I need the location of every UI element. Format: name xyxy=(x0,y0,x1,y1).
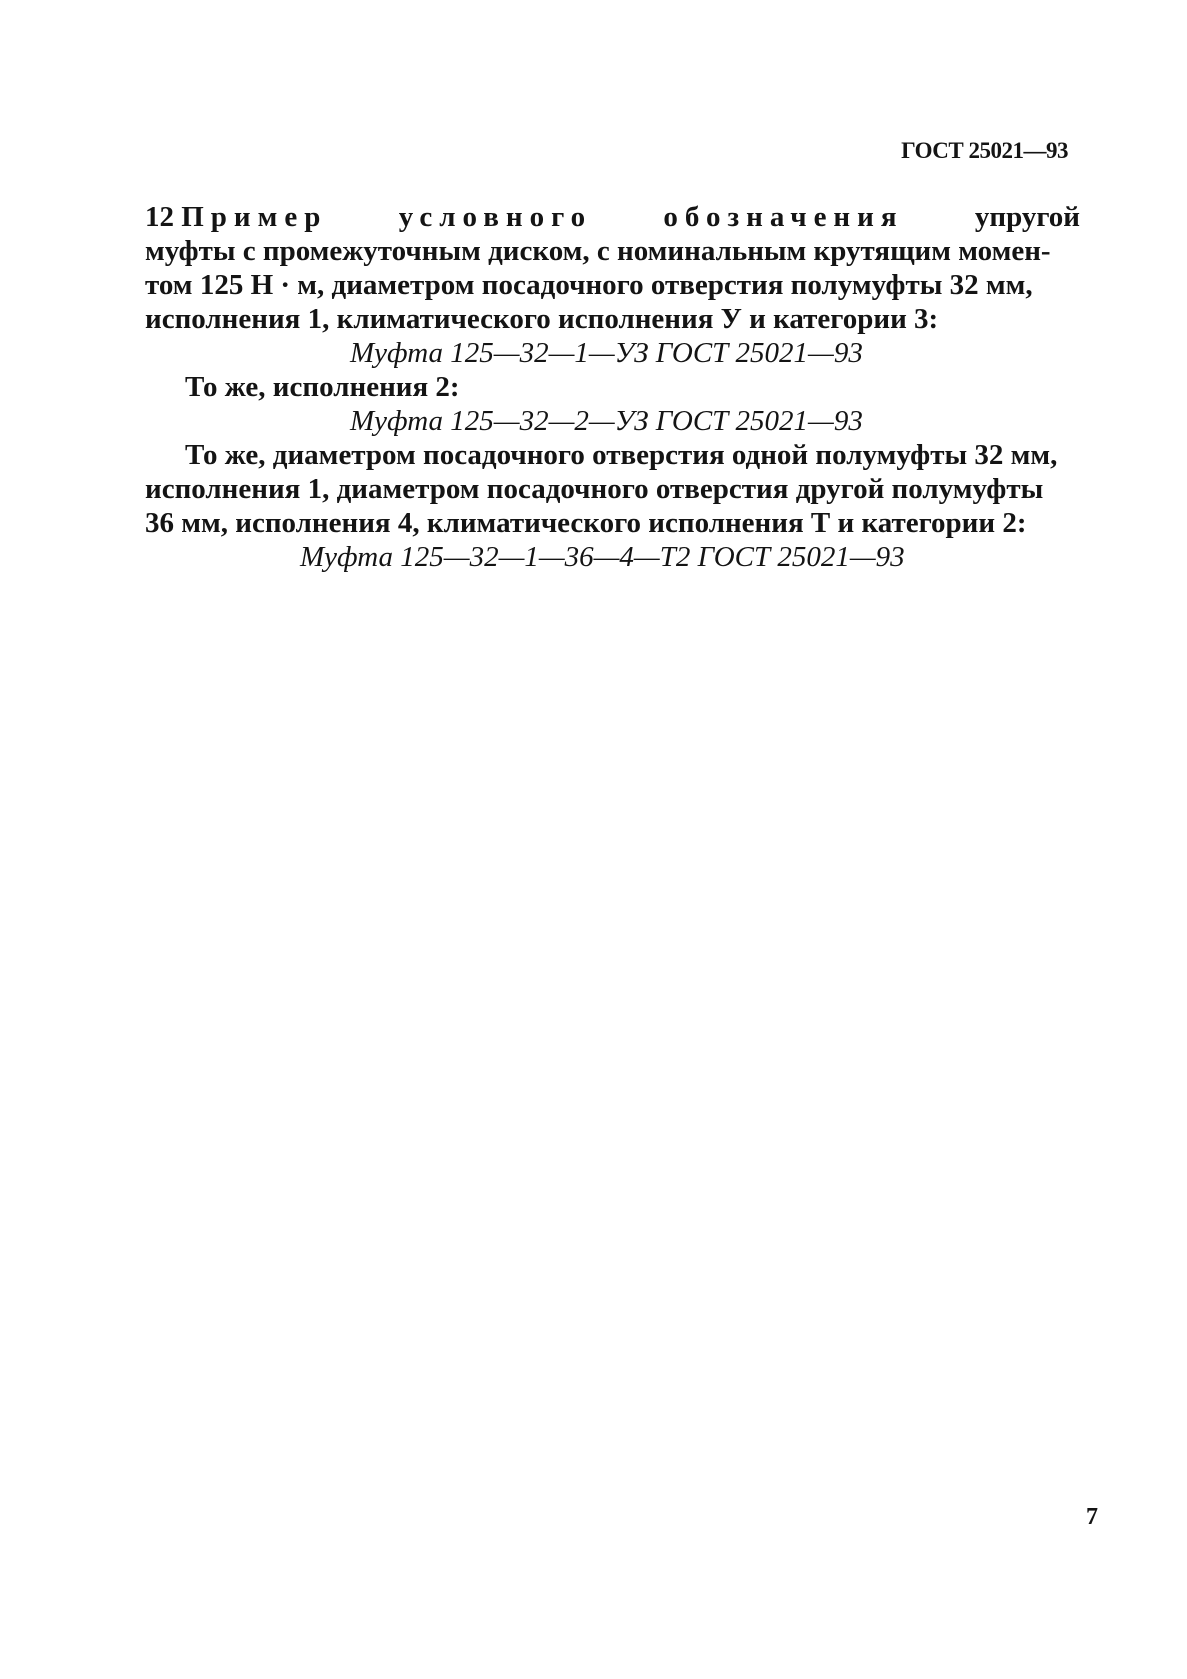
section-number-and-word xyxy=(145,200,327,234)
paragraph-line: 36 мм, исполнения 4, климатического исполнения Т и категории 2: xyxy=(145,507,1027,539)
section-heading-line xyxy=(145,200,1080,234)
heading-word-designation: обозначения xyxy=(663,201,904,233)
heading-word-elastic: упругой xyxy=(974,201,1080,233)
heading-word-conditional: условного xyxy=(398,201,593,233)
designation-example-2: Муфта 125—32—2—УЗ ГОСТ 25021—93 xyxy=(350,405,863,437)
page-number: 7 xyxy=(1086,1504,1098,1530)
paragraph-line: том 125 Н · м, диаметром посадочного отверстия полумуфты 32 мм, xyxy=(145,269,1033,301)
document-header: ГОСТ 25021—93 xyxy=(901,138,1068,163)
section-number: 12 xyxy=(145,201,174,233)
paragraph-line: исполнения 1, диаметром посадочного отверстия другой полумуфты xyxy=(145,473,1044,505)
paragraph-line: муфты с промежуточным диском, с номинальным крутящим момен- xyxy=(145,235,1051,267)
paragraph-line: То же, исполнения 2: xyxy=(185,371,460,403)
section-12 xyxy=(145,200,1080,574)
designation-example-1: Муфта 125—32—1—УЗ ГОСТ 25021—93 xyxy=(350,337,863,369)
designation-example-3: Муфта 125—32—1—36—4—Т2 ГОСТ 25021—93 xyxy=(300,541,905,573)
heading-word-example: Пример xyxy=(181,201,328,233)
paragraph-line: исполнения 1, климатического исполнения У и категории 3: xyxy=(145,303,939,335)
paragraph-line: То же, диаметром посадочного отверстия одной полумуфты 32 мм, xyxy=(185,439,1058,471)
